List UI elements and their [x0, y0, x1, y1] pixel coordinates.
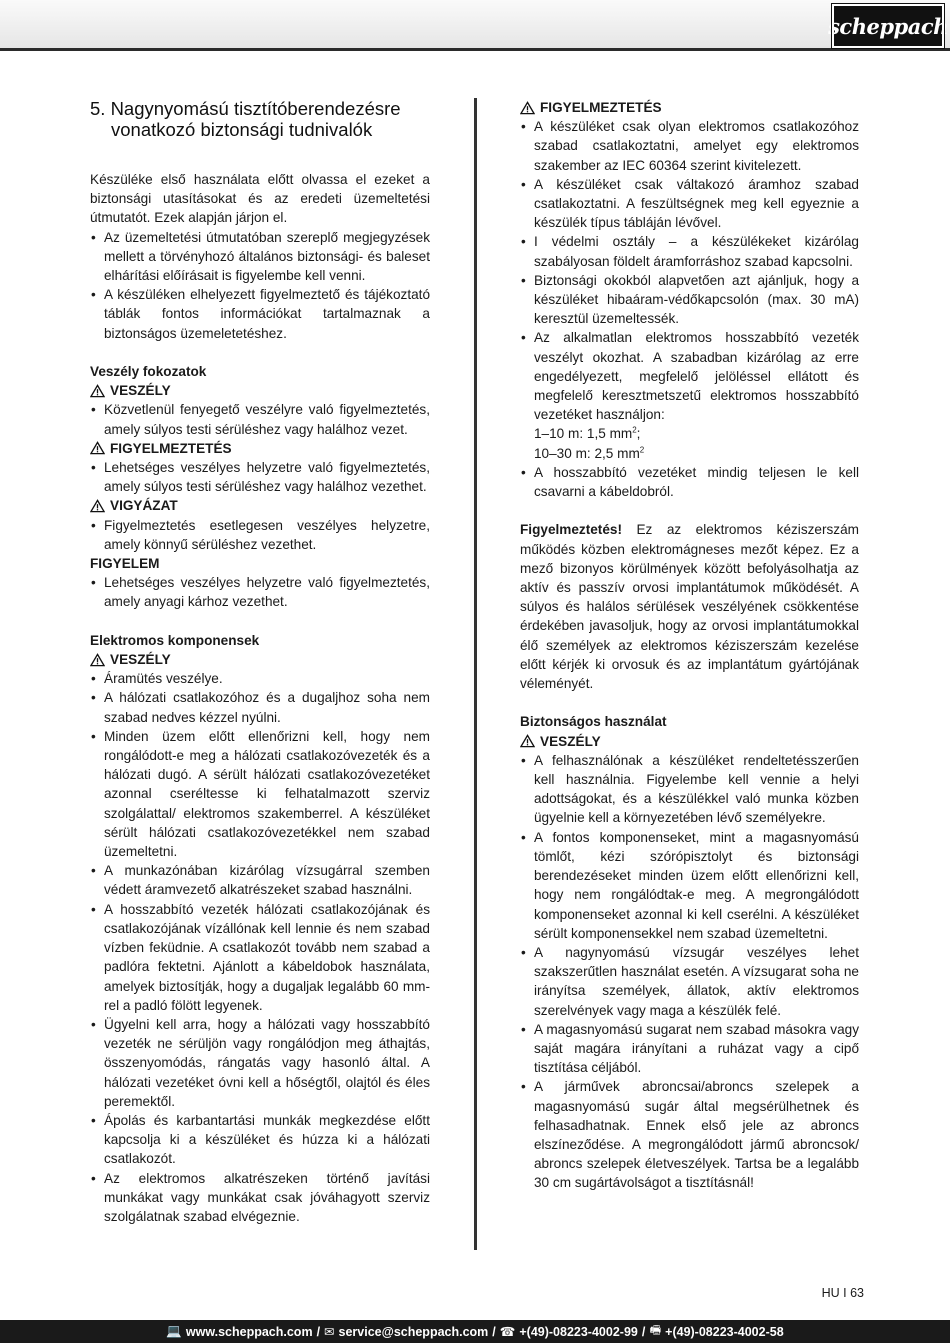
header-bar: [0, 0, 950, 51]
warning-triangle-icon: [90, 499, 105, 513]
list-item: • A nagynyomású vízsugár veszélyes lehet szakszerűtlen használat esetén. A vízsugarat soha ne irányítsa személyek, állatok, aktív elektromos szerelvények vagy maga a készülék felé.: [520, 943, 859, 1020]
warning-triangle-icon: [90, 441, 105, 455]
page-number: HU I 63: [821, 1286, 864, 1300]
intro-paragraph: Készüléke első használata előtt olvassa el ezeket a biztonsági utasításokat és az eredeti üzemeltetési útmutatót. Ezek alapján járjon el.: [90, 172, 430, 226]
list-item: • Lehetséges veszélyes helyzetre való figyelmeztetés, amely súlyos testi sérüléshez vagy halálhoz vezethet.: [90, 458, 430, 496]
footer-web[interactable]: www.scheppach.com: [185, 1324, 313, 1339]
list-item: • Az elektromos alkatrészeken történő javítási munkákat vagy munkákat csak jóváhagyott szerviz szolgálatnak szabad elvégeznie.: [90, 1169, 430, 1227]
danger-label: VESZÉLY: [90, 650, 430, 669]
emf-lead: Figyelmeztetés!: [520, 522, 622, 538]
list-item: • I védelmi osztály – a készülékeket kizárólag szabályosan földelt áramforráshoz szabad kapcsolni.: [520, 232, 859, 270]
title-line-1: 5. Nagynyomású tisztítóberendezésre: [90, 98, 401, 119]
list-item: • A fontos komponenseket, mint a magasnyomású tömlőt, kézi szórópisztolyt és biztonsági berendezéseket minden üzem előtt ellenőrizni kell, hogy nem rongálódtak-e meg. A megrongálódott komponenseket azonnal ki kell cserélni. A készüléket sérült komponensekkel nem szabad üzemeltetni.: [520, 828, 859, 943]
notice-label: FIGYELEM: [90, 556, 160, 572]
cable-spec-1: 1–10 m: 1,5 $mm^2$;: [534, 425, 641, 442]
list-item: • A készüléket csak váltakozó áramhoz szabad csatlakoztatni. A feszültségnek meg kell egyeznie a készülék típus tábláján lévővel.: [520, 175, 859, 233]
list-item: • A munkazónában kizárólag vízsugárral szemben védett áramvezető alkatrészeket szabad használni.: [90, 861, 430, 899]
cable-spec-2: 10–30 m: 2,5 $mm^2$: [534, 445, 645, 461]
list-item: • A felhasználónak a készüléket rendeltetésszerűen kell használnia. Figyelembe kell vennie a helyi adottságokat, és a készülékkel való munka közben ügyelnie kell a környezetében lévő személyekre.: [520, 751, 859, 828]
logo-text: scheppach: [828, 13, 948, 39]
mail-icon: ✉: [324, 1325, 335, 1339]
caution-label: VIGYÁZAT: [90, 496, 430, 515]
column-divider: [474, 98, 477, 1250]
safe-use-heading: Biztonságos használat: [520, 714, 667, 730]
list-item: • Minden üzem előtt ellenőrizni kell, hogy nem rongálódott-e meg a hálózati csatlakozóvezeték és a hálózati dugó. A sérült hálózati csatlakozóvezetéket azonnal cseréltesse ki felhatalmazott szerviz szolgálattal/ elektromos szakemberrel. A készüléket sérült hálózati csatlakozóvezetékkel nem szabad üzemeltetni.: [90, 727, 430, 861]
warning-label: FIGYELMEZTETÉS: [90, 439, 430, 458]
warning-triangle-icon: [90, 653, 105, 667]
list-item: • Az üzemeltetési útmutatóban szereplő megjegyzések mellett a törvényhozó általános biztonsági- és baleset elhárítási előírásait is figyelembe kell venni.: [90, 228, 430, 286]
phone-icon: ☎: [499, 1325, 516, 1339]
list-item: • Közvetlenül fenyegető veszélyre való figyelmeztetés, amely súlyos testi sérüléshez vagy halálhoz vezet.: [90, 400, 430, 438]
list-item: • A magasnyomású sugarat nem szabad másokra vagy saját magára irányítani a ruházat vagy a cipő tisztítása céljából.: [520, 1020, 859, 1078]
list-item: • A hosszabbító vezeték hálózati csatlakozójának és csatlakozójának vízállónak kell lennie és nem szabad vízben feküdnie. A csatlakozót tovább nem szabad a padlóra fektetni. Ajánlott a kábeldobok használata, amelyek biztosítják, hogy a dugaljak legalább 60 mm-rel a padló fölött legyenek.: [90, 900, 430, 1015]
safe-use-list: [520, 751, 859, 1193]
list-item: • Biztonsági okokból alapvetően azt ajánljuk, hogy a készüléket hibaáram-védőkapcsolón (max. 30 mA) keresztül üzemeltessék.: [520, 271, 859, 329]
list-item: • Figyelmeztetés esetlegesen veszélyes helyzetre, amely könnyű sérüléshez vezethet.: [90, 516, 430, 554]
list-item: • A hosszabbító vezetéket mindig teljesen le kell csavarni a kábeldobról.: [520, 463, 859, 501]
computer-icon: 💻: [166, 1324, 182, 1338]
electrical-heading: Elektromos komponensek: [90, 632, 260, 648]
footer-bar: 💻 www.scheppach.com / ✉ service@scheppach.com / ☎ +(49)-08223-4002-99 / 🖷 +(49)-08223-4002-58: [0, 1320, 950, 1343]
right-column: [520, 98, 859, 1193]
left-column: [90, 98, 430, 1226]
list-item: • Az alkalmatlan elektromos hosszabbító vezeték veszélyt okozhat. A szabadban kizárólag az erre engedélyezett, megfelelő jelöléssel ellátott és megfelelő keresztmetszetű elektromos hosszabbító vezetéket használjon:: [520, 328, 859, 424]
list-item: • A hálózati csatlakozóhoz és a dugaljhoz soha nem szabad nedves kézzel nyúlni.: [90, 688, 430, 726]
list-item: • A járművek abroncsai/abroncs szelepek a magasnyomású sugár által megsérülhetnek és felhasadhatnak. Ennek első jele az abroncs elszíneződése. A megrongálódott jármű abroncsok/ abroncs szelepek életveszélyek. Tartsa be a legalább 30 cm sugártávolságot a tisztításnál!: [520, 1077, 859, 1192]
footer-email[interactable]: service@scheppach.com: [338, 1324, 489, 1339]
intro-list: [90, 228, 430, 343]
section-title: [90, 98, 430, 140]
list-item: • A készüléken elhelyezett figyelmeztető és tájékoztató táblák fontos információkat tartalmaznak a biztonságos üzemeletetéshez.: [90, 285, 430, 343]
danger-label: VESZÉLY: [90, 381, 430, 400]
warning-triangle-icon: [520, 101, 535, 115]
footer-fax: +(49)-08223-4002-58: [665, 1324, 784, 1339]
list-item: • Lehetséges veszélyes helyzetre való figyelmeztetés, amely anyagi kárhoz vezethet.: [90, 573, 430, 611]
list-item: • A készüléket csak olyan elektromos csatlakozóhoz szabad csatlakoztatni, amelyet egy elektromos szakember az IEC 60364 szerint kivitelezett.: [520, 117, 859, 175]
warning-triangle-icon: [520, 734, 535, 748]
list-item: • Áramütés veszélye.: [90, 669, 430, 688]
warning-label: FIGYELMEZTETÉS: [520, 98, 859, 117]
electrical-list: [90, 669, 430, 1226]
list-item: • Ügyelni kell arra, hogy a hálózati vagy hosszabbító vezeték ne sérüljön vagy rongálódjon meg áthajtás, összenyomódás, rángatás vagy hasonló által. A hálózati vezetéket óvni kell a hőségtől, olajtól és éles peremektől.: [90, 1015, 430, 1111]
title-line-2: vonatkozó biztonsági tudnivalók: [111, 119, 373, 140]
fax-icon: 🖷: [649, 1323, 662, 1337]
danger-label: VESZÉLY: [520, 732, 859, 751]
connection-list: [520, 117, 859, 424]
danger-levels-heading: Veszély fokozatok: [90, 364, 207, 380]
warning-triangle-icon: [90, 384, 105, 398]
footer-phone: +(49)-08223-4002-99: [519, 1324, 638, 1339]
scheppach-logo: [828, 4, 948, 48]
emf-paragraph: Figyelmeztetés! Ez az elektromos kéziszerszám működés közben elektromágneses mezőt képez. Ez a mező bizonyos körülmények között befolyásolhatja az aktív és passzív orvosi implantátumok működését. A súlyos és halálos sérülések veszélyének csökkentése érdekében javasoljuk, hogy az orvosi implantátumokkal élő személyek az elektromos kéziszerszám kezelése előtt kérjék ki orvosuk és az implantátum gyártójának véleményét.: [520, 522, 859, 692]
list-item: • Ápolás és karbantartási munkák megkezdése előtt kapcsolja ki a készüléket és húzza ki a hálózati csatlakozót.: [90, 1111, 430, 1169]
